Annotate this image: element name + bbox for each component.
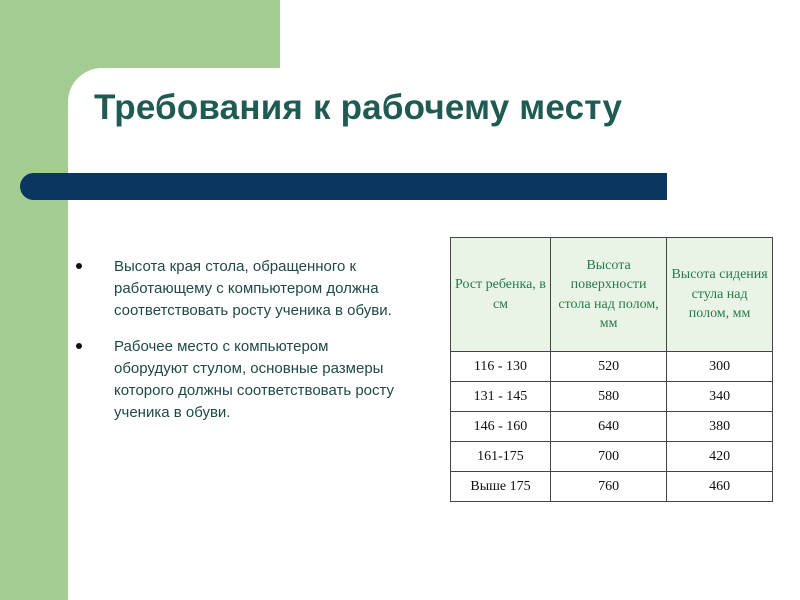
- table-cell: 460: [667, 472, 773, 502]
- table-cell: Выше 175: [451, 472, 551, 502]
- header-height-child: Рост ребенка, в см: [451, 238, 551, 352]
- table-cell: 300: [667, 352, 773, 382]
- table-row: [451, 472, 773, 502]
- table-cell: 146 - 160: [451, 412, 551, 442]
- requirements-table: [450, 237, 773, 502]
- bullet-dot-icon: [76, 263, 82, 269]
- table-cell: 420: [667, 442, 773, 472]
- table-row: [451, 382, 773, 412]
- slide-title: Требования к рабочему месту: [94, 88, 623, 127]
- bullet-item: [76, 256, 406, 322]
- bullet-dot-icon: [76, 343, 82, 349]
- header-seat-height: Высота сидения стула над полом, мм: [667, 238, 773, 352]
- bullet-item: [76, 336, 406, 424]
- table-cell: 131 - 145: [451, 382, 551, 412]
- table-row: [451, 412, 773, 442]
- table-cell: 340: [667, 382, 773, 412]
- table-header-row: [451, 238, 773, 352]
- table-cell: 380: [667, 412, 773, 442]
- table-cell: 640: [550, 412, 666, 442]
- title-underline-bar: [20, 173, 667, 200]
- table-row: [451, 352, 773, 382]
- table-cell: 116 - 130: [451, 352, 551, 382]
- table-cell: 760: [550, 472, 666, 502]
- bullet-list: [76, 256, 406, 438]
- bullet-text: Высота края стола, обращенного к работающему с компьютером должна соответствовать росту ученика в обуви.: [114, 258, 392, 319]
- table-cell: 161-175: [451, 442, 551, 472]
- table-cell: 520: [550, 352, 666, 382]
- bullet-text: Рабочее место с компьютером оборудуют стулом, основные размеры которого должны соответствовать росту ученика в обуви.: [114, 338, 395, 421]
- table-row: [451, 442, 773, 472]
- header-desk-height: Высота поверхности стола над полом, мм: [550, 238, 666, 352]
- table-cell: 700: [550, 442, 666, 472]
- table-cell: 580: [550, 382, 666, 412]
